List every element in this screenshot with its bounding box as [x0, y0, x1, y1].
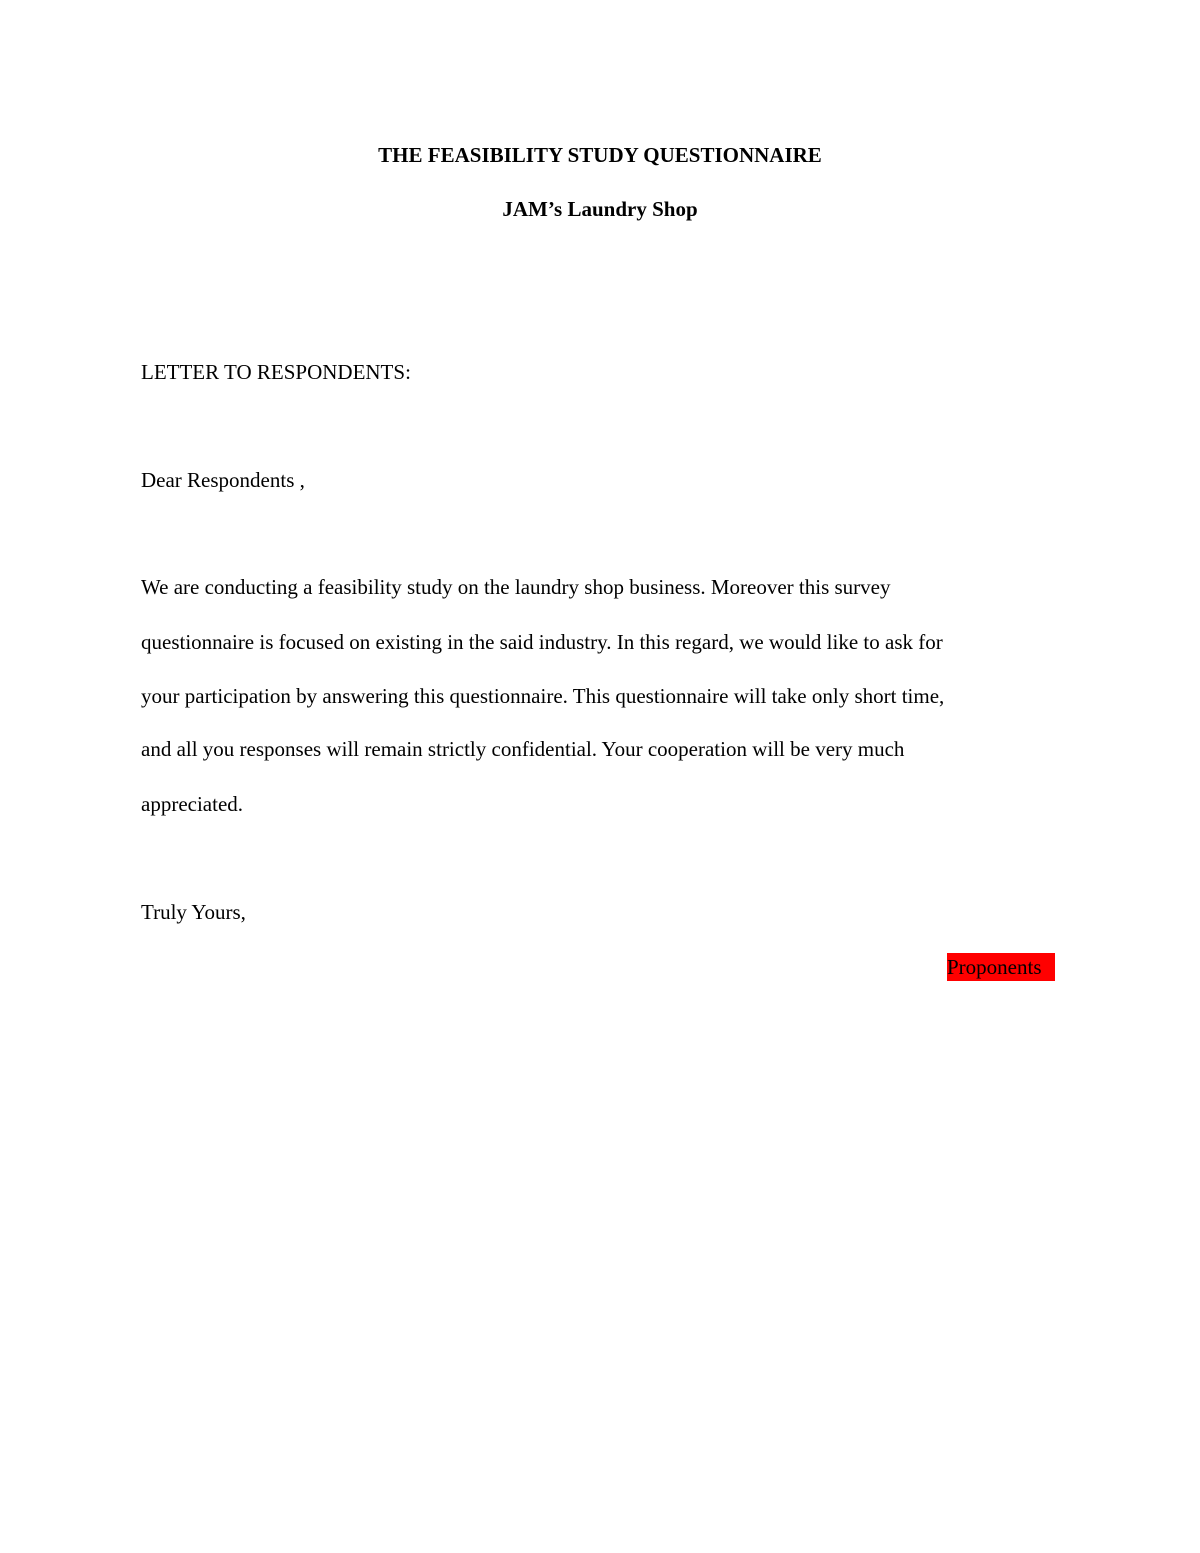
body-line: We are conducting a feasibility study on the laundry shop business. Moreover this survey	[141, 575, 891, 599]
salutation: Dear Respondents ,	[141, 468, 305, 492]
body-line: and all you responses will remain strictly confidential. Your cooperation will be very much	[141, 737, 905, 761]
signature-highlighted: Proponents	[947, 953, 1055, 981]
closing: Truly Yours,	[141, 900, 246, 924]
body-line: appreciated.	[141, 792, 244, 816]
letter-heading: LETTER TO RESPONDENTS:	[141, 360, 411, 384]
body-line: your participation by answering this questionnaire. This questionnaire will take only short time,	[141, 684, 945, 708]
document-subtitle: JAM’s Laundry Shop	[502, 197, 698, 221]
body-line: questionnaire is focused on existing in the said industry. In this regard, we would like to ask for	[141, 630, 943, 654]
document-title: THE FEASIBILITY STUDY QUESTIONNAIRE	[378, 143, 822, 167]
